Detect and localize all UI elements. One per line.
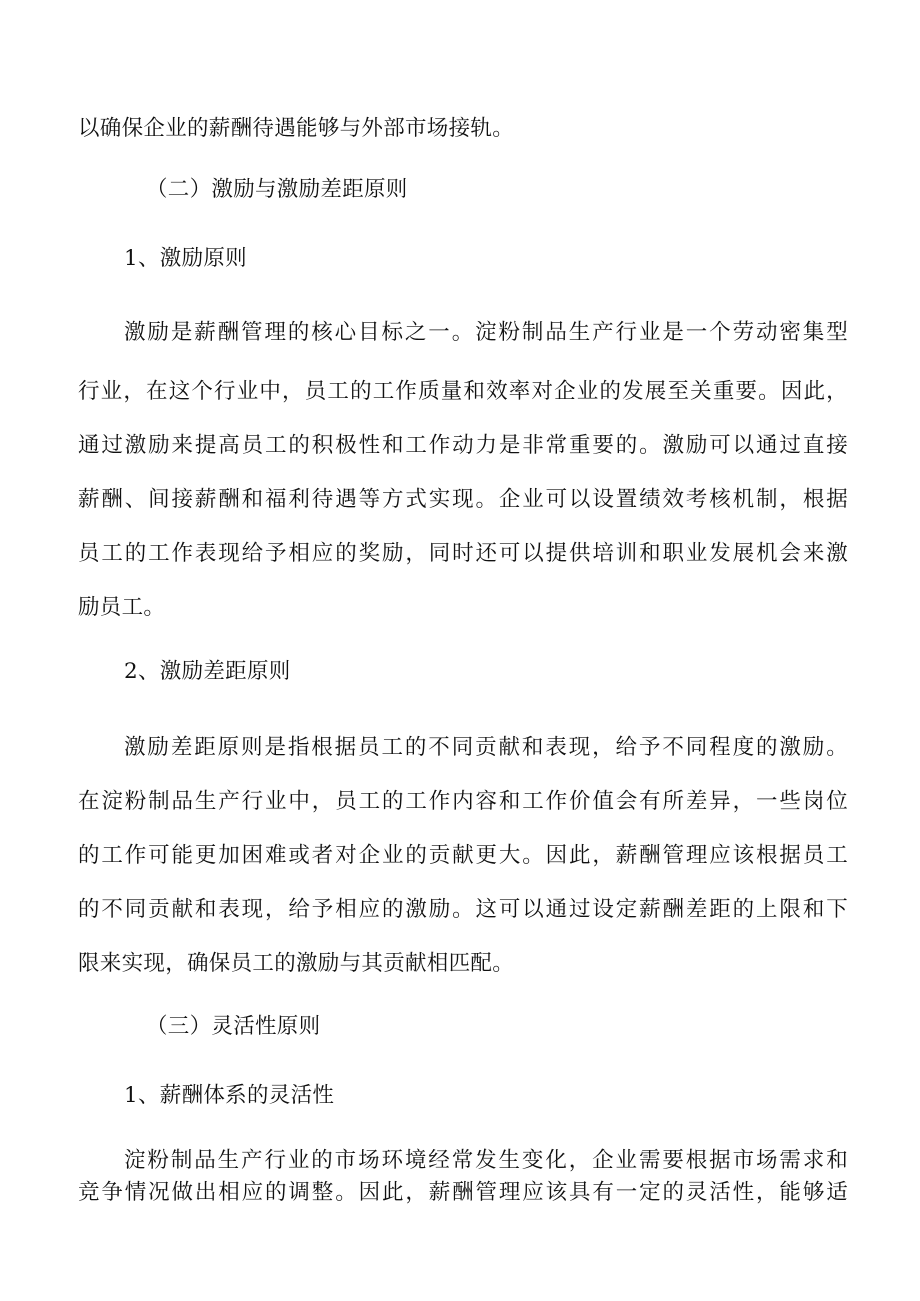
- paragraph-line: 在淀粉制品生产行业中，员工的工作内容和工作价值会有所差异，一些岗位: [78, 789, 848, 814]
- paragraph-line: 的不同贡献和表现，给予相应的激励。这可以通过设定薪酬差距的上限和下: [78, 897, 848, 922]
- subsection-heading-3-1: 1、薪酬体系的灵活性: [124, 1083, 335, 1108]
- paragraph-line: 薪酬、间接薪酬和福利待遇等方式实现。企业可以设置绩效考核机制，根据: [78, 487, 848, 512]
- paragraph-line: 竞争情况做出相应的调整。因此，薪酬管理应该具有一定的灵活性，能够适: [78, 1180, 848, 1205]
- section-heading-2: （二）激励与激励差距原则: [146, 177, 408, 202]
- paragraph-line: 员工的工作表现给予相应的奖励，同时还可以提供培训和职业发展机会来激: [78, 541, 848, 566]
- paragraph-line: 激励是薪酬管理的核心目标之一。淀粉制品生产行业是一个劳动密集型: [124, 320, 848, 345]
- paragraph-line: 励员工。: [78, 595, 166, 620]
- section-heading-3: （三）灵活性原则: [146, 1014, 321, 1039]
- subsection-heading-2-1: 1、激励原则: [124, 246, 247, 271]
- paragraph-line: 限来实现，确保员工的激励与其贡献相匹配。: [78, 951, 515, 976]
- paragraph-line: 行业，在这个行业中，员工的工作质量和效率对企业的发展至关重要。因此，: [78, 379, 848, 404]
- paragraph-continuation: 以确保企业的薪酬待遇能够与外部市场接轨。: [78, 116, 515, 141]
- paragraph-line: 淀粉制品生产行业的市场环境经常发生变化，企业需要根据市场需求和: [124, 1148, 848, 1173]
- paragraph-line: 通过激励来提高员工的积极性和工作动力是非常重要的。激励可以通过直接: [78, 433, 848, 458]
- paragraph-line: 激励差距原则是指根据员工的不同贡献和表现，给予不同程度的激励。: [124, 735, 848, 760]
- paragraph-line: 的工作可能更加困难或者对企业的贡献更大。因此，薪酬管理应该根据员工: [78, 843, 848, 868]
- subsection-heading-2-2: 2、激励差距原则: [124, 659, 291, 684]
